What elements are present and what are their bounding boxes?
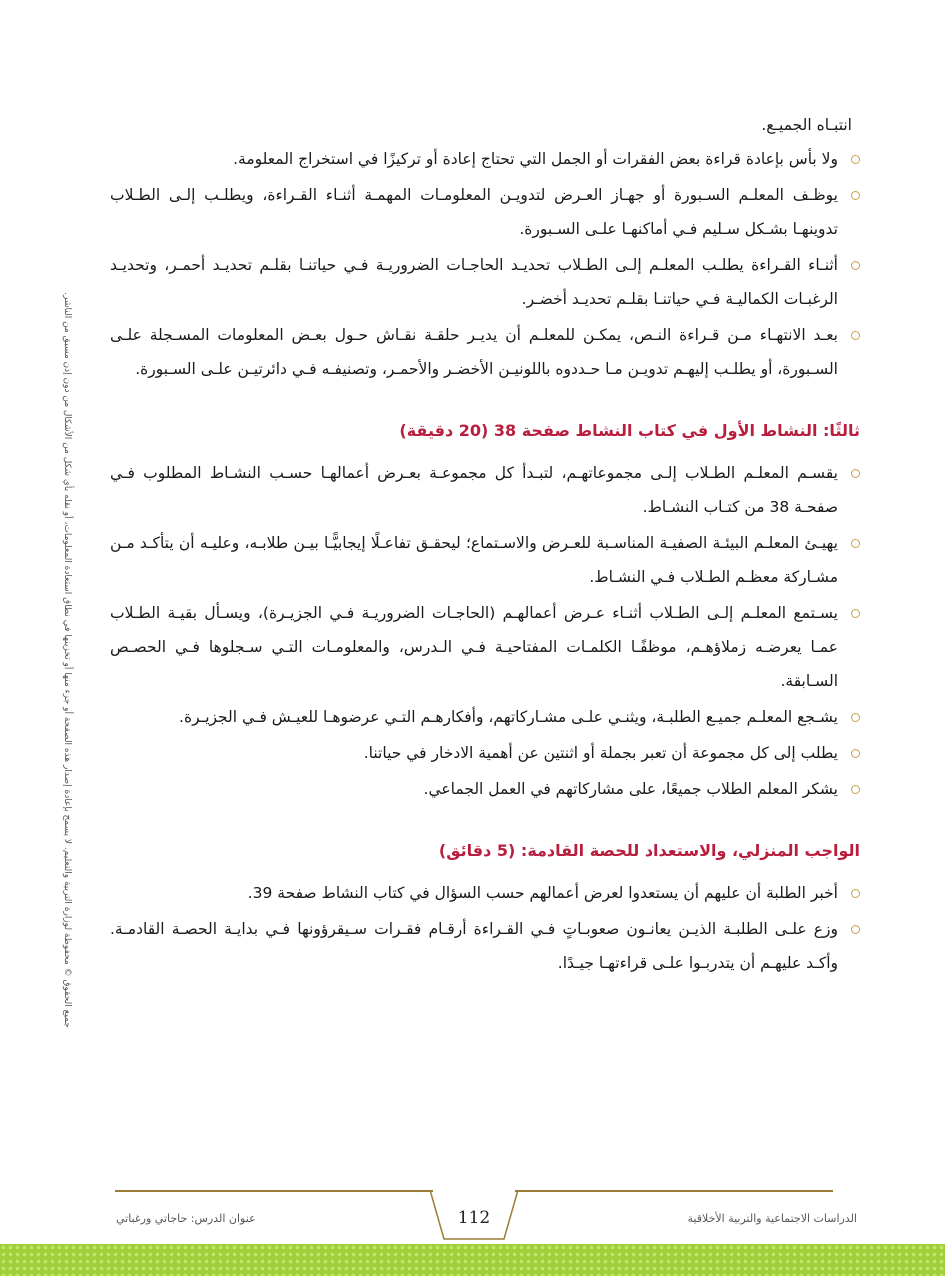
list-item: يشـجع المعلـم جميـع الطلبـة، ويثنـي علـى مشـاركاتهم، وأفكارهـم التـي عرضوهـا للعيـش فـي الجزيـرة. xyxy=(110,700,860,734)
list-item: أخبر الطلبة أن عليهم أن يستعدوا لعرض أعمالهم حسب السؤال في كتاب النشاط صفحة 39. xyxy=(110,876,860,910)
list-item: يسـتمع المعلـم إلـى الطـلاب أثنـاء عـرض أعمالهـم (الحاجـات الضروريـة فـي الجزيـرة)، ويسـأل بقيـة الطـلاب عمـا يعرضـه زملاؤهـم، موظفًـا الكلمـات المفتاحيـة فـي الـدرس، والمعلومـات التـي سـجلوها فـي الحصـص السـابقة. xyxy=(110,596,860,698)
homework-heading: الواجب المنزلي، والاستعداد للحصة القادمة: (5 دقائق) xyxy=(438,841,860,860)
lesson-title: عنوان الدرس: حاجاتي ورغباتي xyxy=(116,1212,256,1225)
list-item: يطلب إلى كل مجموعة أن تعبر بجملة أو اثنتين عن أهمية الادخار في حياتنا. xyxy=(110,736,860,770)
circle-bullet-icon xyxy=(851,889,860,898)
subject-title: الدراسات الاجتماعية والتربية الأخلاقية xyxy=(687,1212,857,1225)
list-item: يشكر المعلم الطلاب جميعًا، على مشاركاتهم في العمل الجماعي. xyxy=(110,772,860,806)
list-item: يوظـف المعلـم السـبورة أو جهـاز العـرض لتدويـن المعلومـات المهمـة أثنـاء القـراءة، ويطلـب إلـى الطـلاب تدوينهـا بشـكل سـليم فـي أماكنهـا علـى السـبورة. xyxy=(110,178,860,246)
circle-bullet-icon xyxy=(851,331,860,340)
list-item: بعـد الانتهـاء مـن قـراءة النـص، يمكـن للمعلـم أن يديـر حلقـة نقـاش حـول بعـض المعلومات المسـجلة علـى السـبورة، أو يطلـب إليهـم تدويـن مـا حـددوه باللونيـن الأخضـر والأحمـر، وتصنيفـه فـي دائرتيـن علـى السـبورة. xyxy=(110,318,860,386)
section-three-heading: ثالثًا: النشاط الأول في كتاب النشاط صفحة 38 (20 دقيقة) xyxy=(399,421,860,440)
circle-bullet-icon xyxy=(851,749,860,758)
circle-bullet-icon xyxy=(851,261,860,270)
circle-bullet-icon xyxy=(851,191,860,200)
copyright-text: جميع الحقوق © محفوظة لوزارة التربية والتعليم. لا يسمح بإعادة إصدار هذه الصفحة أو جزء منها أو تخزينها في نطاق استعادة المعلومات، أو نقله بأي شكل من الأشكال من دون إذن مسبق من الناشر. xyxy=(62,292,72,1028)
list-item: أثنـاء القـراءة يطلـب المعلـم إلـى الطـلاب تحديـد الحاجـات الضروريـة فـي حياتنـا بقلـم تحديـد أحمـر، وتحديـد الرغبـات الكماليـة فـي حياتنـا بقلـم تحديـد أخضـر. xyxy=(110,248,860,316)
homework-bullet-list xyxy=(110,876,860,980)
list-item: ولا بأس بإعادة قراءة بعض الفقرات أو الجمل التي تحتاج إعادة أو تركيزًا في استخراج المعلومة. xyxy=(110,142,860,176)
copyright-side-note xyxy=(55,292,79,1028)
opening-text: انتبـاه الجميـع. xyxy=(761,116,852,134)
circle-bullet-icon xyxy=(851,785,860,794)
decorative-bottom-band xyxy=(0,1244,945,1276)
list-item: وزع علـى الطلبـة الذيـن يعانـون صعوبـاتٍ فـي القـراءة أرقـام فقـرات سـيقرؤونها فـي بدايـة الحصـة القادمـة. وأكـد عليهـم أن يتدربـوا علـى قراءتهـا جيـدًا. xyxy=(110,912,860,980)
circle-bullet-icon xyxy=(851,155,860,164)
page-body xyxy=(110,108,860,982)
circle-bullet-icon xyxy=(851,539,860,548)
footer-divider-left xyxy=(115,1190,433,1192)
circle-bullet-icon xyxy=(851,713,860,722)
list-item: يقسـم المعلـم الطـلاب إلـى مجموعاتهـم، لتبـدأ كل مجموعـة بعـرض أعمالهـا حسـب النشـاط المطلوب فـي صفحـة 38 من كتـاب النشـاط. xyxy=(110,456,860,524)
intro-bullet-list xyxy=(110,142,860,386)
circle-bullet-icon xyxy=(851,609,860,618)
page-number: 112 xyxy=(457,1208,491,1228)
footer-divider-right xyxy=(515,1190,833,1192)
circle-bullet-icon xyxy=(851,925,860,934)
list-item: يهيـئ المعلـم البيئـة الصفيـة المناسـبة للعـرض والاسـتماع؛ ليحقـق تفاعـلًا إيجابيًّـا بيـن طلابـه، وعليـه أن يتأكـد مـن مشـاركة معظـم الطـلاب فـي النشـاط. xyxy=(110,526,860,594)
circle-bullet-icon xyxy=(851,469,860,478)
section-three-bullet-list xyxy=(110,456,860,806)
